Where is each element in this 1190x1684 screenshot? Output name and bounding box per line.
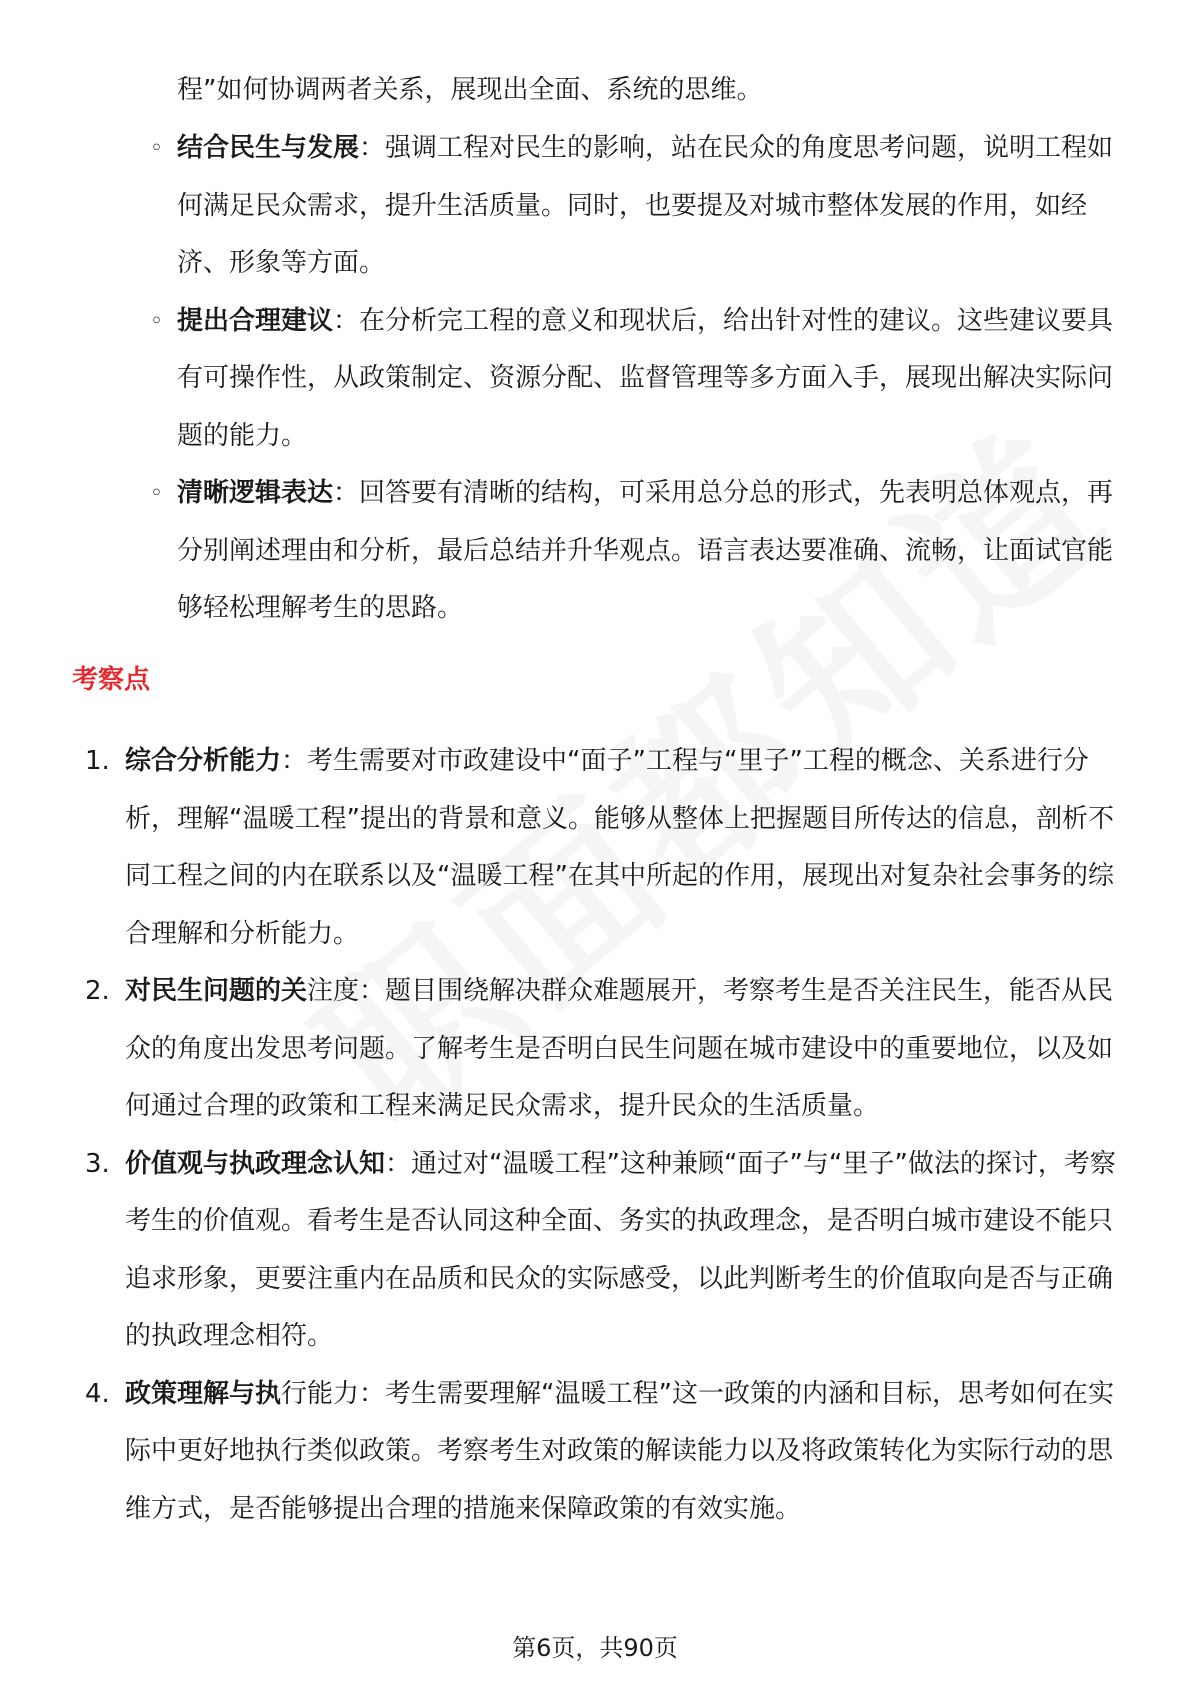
continuation-paragraph: 程”如何协调两者关系，展现出全面、系统的思维。	[177, 75, 763, 105]
bullet-title: 提出合理建议	[177, 305, 334, 336]
numbered-item-livelihood	[85, 963, 1125, 1136]
bullet-marker: ◦	[150, 136, 163, 161]
item-text: ：考生需要理解“温暖工程”这一政策的内涵和目标，思考如何在实际中更好地执行类似政策。考察考生对政策的解读能力以及将政策转化为实际行动的思维方式，是否能够提出合理的措施来保障政策的有效实施。	[125, 1378, 1114, 1524]
item-number: 1.	[85, 746, 110, 776]
bullet-marker: ◦	[150, 481, 163, 506]
numbered-item-policy	[85, 1366, 1125, 1539]
numbered-item-analysis	[85, 733, 1125, 963]
item-number: 4.	[85, 1378, 110, 1409]
page-footer: 第6页，共90页	[512, 1634, 678, 1662]
item-text: ：题目围绕解决群众难题展开，考察考生是否关注民生，能否从民众的角度出发思考问题。了解考生是否明白民生问题在城市建设中的重要地位，以及如何通过合理的政策和工程来满足民众需求，提升民众的生活质量。	[125, 976, 1114, 1121]
bullet-list	[150, 120, 1122, 638]
numbered-item-values	[85, 1136, 1125, 1366]
bullet-item-livelihood	[150, 120, 1122, 293]
item-title: 综合分析能力	[125, 746, 282, 776]
bullet-item-logic	[150, 465, 1122, 638]
item-title-rest: 注度	[307, 976, 360, 1006]
bullet-title: 清晰逻辑表达	[177, 478, 334, 508]
item-number: 3.	[85, 1148, 110, 1179]
item-text: ：考生需要对市政建设中“面子”工程与“里子”工程的概念、关系进行分析，理解“温暖工程”提出的背景和意义。能够从整体上把握题目所传达的信息，剖析不同工程之间的内在联系以及“温暖工程”在其中所起的作用，展现出对复杂社会事务的综合理解和分析能力。	[125, 746, 1114, 949]
bullet-text: ：强调工程对民生的影响，站在民众的角度思考问题，说明工程如何满足民众需求，提升生活质量。同时，也要提及对城市整体发展的作用，如经济、形象等方面。	[177, 133, 1114, 278]
item-title: 对民生问题的关	[125, 976, 308, 1006]
item-title: 价值观与执政理念认知	[125, 1148, 386, 1179]
item-title-rest: 行能力	[281, 1378, 360, 1409]
bullet-marker: ◦	[150, 308, 163, 334]
bullet-text: ：在分析完工程的意义和现状后，给出针对性的建议。这些建议要具有可操作性，从政策制定、资源分配、监督管理等多方面入手，展现出解决实际问题的能力。	[177, 305, 1114, 451]
bullet-item-suggestions	[150, 293, 1122, 466]
item-text: ：通过对“温暖工程”这种兼顾“面子”与“里子”做法的探讨，考察考生的价值观。看考生是否认同这种全面、务实的执政理念，是否明白城市建设不能只追求形象，更要注重内在品质和民众的实际感受，以此判断考生的价值取向是否与正确的执政理念相符。	[125, 1148, 1116, 1351]
bullet-title: 结合民生与发展	[177, 133, 360, 163]
item-number: 2.	[85, 976, 110, 1006]
section-heading: 考察点	[72, 665, 151, 695]
numbered-list	[85, 733, 1125, 1538]
item-title: 政策理解与执	[125, 1378, 282, 1409]
bullet-text: ：回答要有清晰的结构，可采用总分总的形式，先表明总体观点，再分别阐述理由和分析，最后总结并升华观点。语言表达要准确、流畅，让面试官能够轻松理解考生的思路。	[177, 478, 1114, 623]
